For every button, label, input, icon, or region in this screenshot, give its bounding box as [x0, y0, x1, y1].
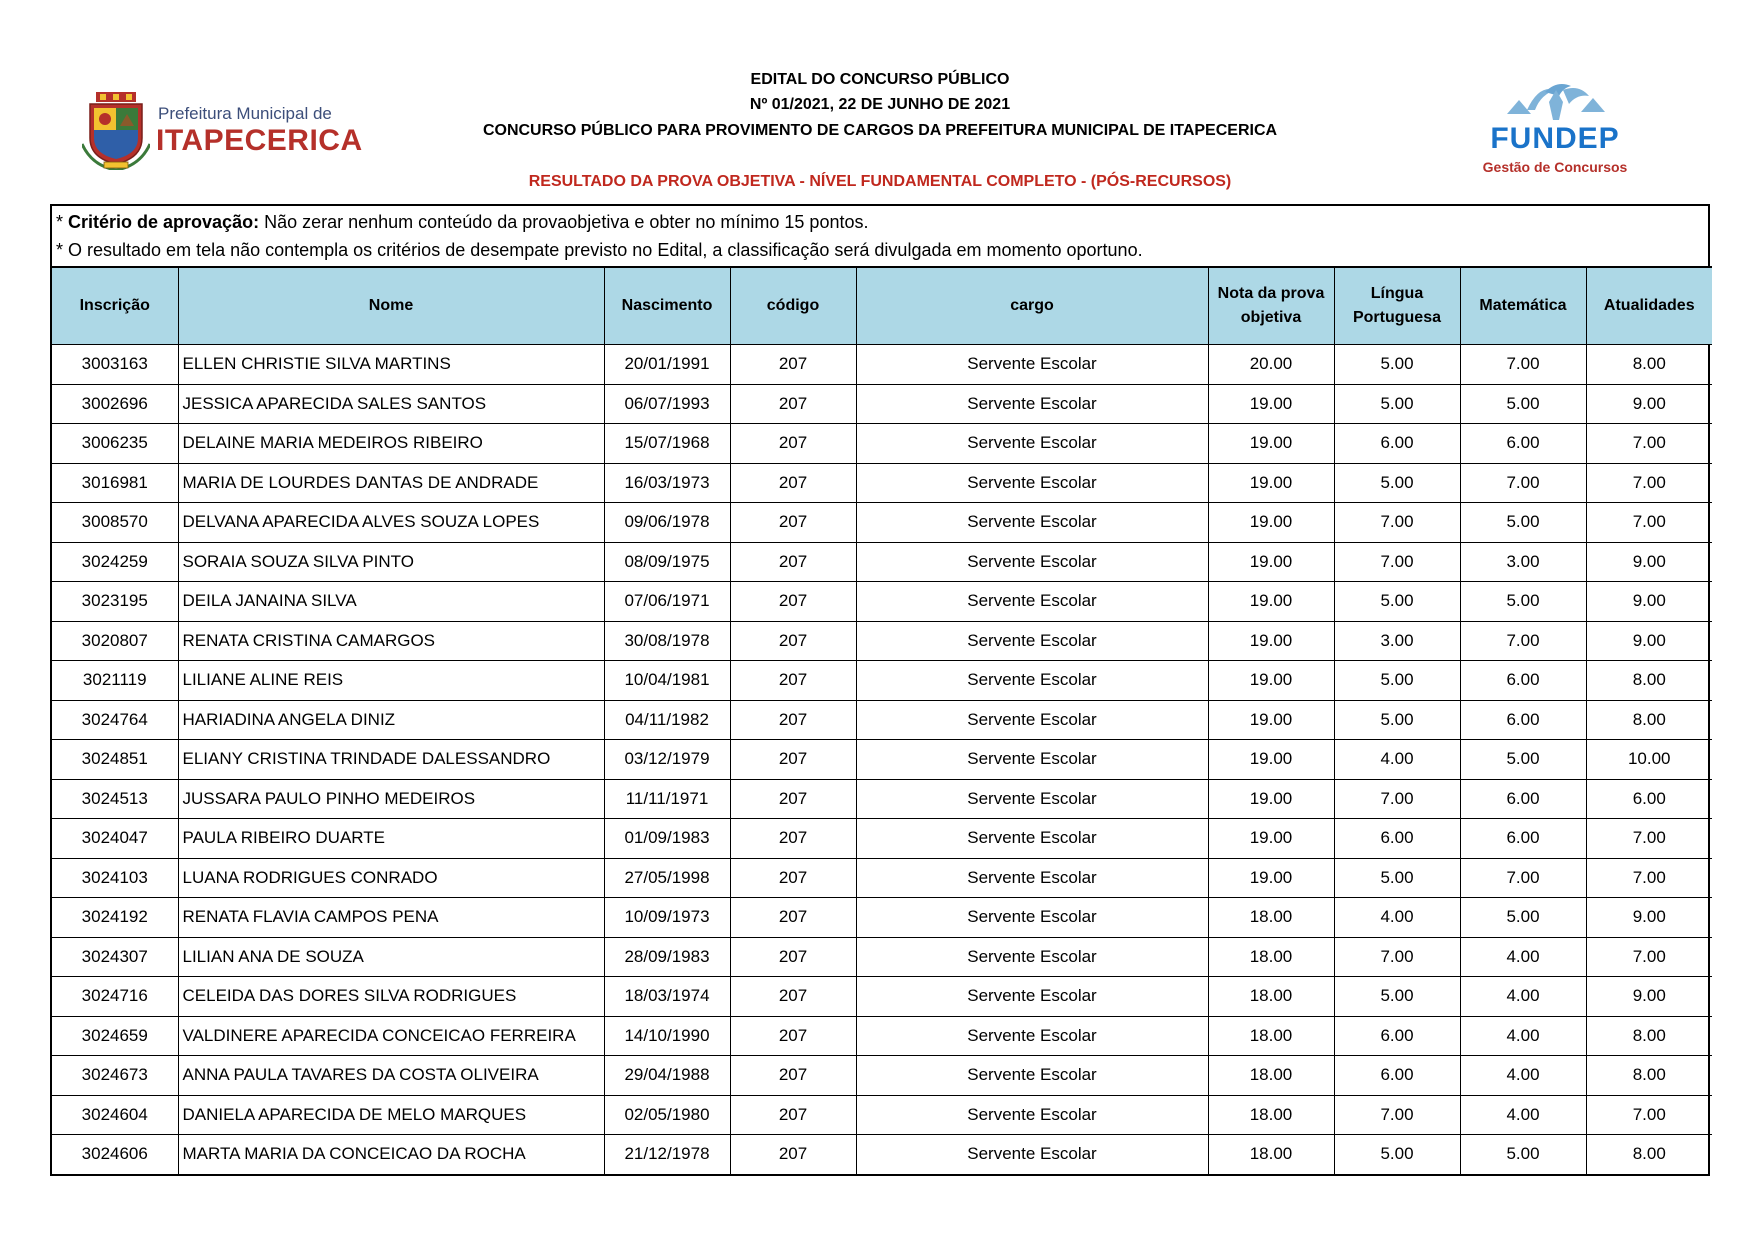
cell-lingua-portuguesa: 6.00 [1334, 1056, 1460, 1096]
column-header-nascimento: Nascimento [604, 267, 730, 345]
cell-nome: ELIANY CRISTINA TRINDADE DALESSANDRO [178, 740, 604, 780]
approval-criterion-text: Não zerar nenhum conteúdo da provaobjetiva e obter no mínimo 15 pontos. [264, 212, 869, 232]
cell-nota: 19.00 [1208, 542, 1334, 582]
table-row [52, 937, 1712, 977]
table-row [52, 700, 1712, 740]
notes-block [52, 206, 1708, 266]
column-header-inscricao: Inscrição [52, 267, 178, 345]
cell-nascimento: 20/01/1991 [604, 345, 730, 385]
table-row [52, 345, 1712, 385]
cell-nascimento: 06/07/1993 [604, 384, 730, 424]
cell-codigo: 207 [730, 661, 856, 701]
cell-cargo: Servente Escolar [856, 503, 1208, 543]
cell-inscricao: 3020807 [52, 621, 178, 661]
disclaimer-note: * O resultado em tela não contempla os critérios de desempate previsto no Edital, a classificação será divulgada em momento oportuno. [56, 240, 1143, 260]
cell-nota: 19.00 [1208, 384, 1334, 424]
prefeitura-logo [82, 92, 363, 172]
cell-codigo: 207 [730, 977, 856, 1017]
cell-inscricao: 3003163 [52, 345, 178, 385]
prefeitura-subtitle: Prefeitura Municipal de [158, 104, 332, 123]
cell-nota: 19.00 [1208, 463, 1334, 503]
cell-inscricao: 3024673 [52, 1056, 178, 1096]
header-edital-title: EDITAL DO CONCURSO PÚBLICO [750, 71, 1010, 88]
cell-atualidades: 8.00 [1586, 1056, 1712, 1096]
cell-matematica: 6.00 [1460, 819, 1586, 859]
cell-lingua-portuguesa: 5.00 [1334, 345, 1460, 385]
cell-inscricao: 3024851 [52, 740, 178, 780]
cell-nascimento: 10/09/1973 [604, 898, 730, 938]
cell-nota: 19.00 [1208, 582, 1334, 622]
cell-codigo: 207 [730, 503, 856, 543]
cell-nome: LILIAN ANA DE SOUZA [178, 937, 604, 977]
cell-lingua-portuguesa: 4.00 [1334, 740, 1460, 780]
cell-matematica: 4.00 [1460, 1016, 1586, 1056]
cell-lingua-portuguesa: 5.00 [1334, 700, 1460, 740]
cell-nome: RENATA FLAVIA CAMPOS PENA [178, 898, 604, 938]
cell-atualidades: 7.00 [1586, 424, 1712, 464]
cell-atualidades: 7.00 [1586, 1095, 1712, 1135]
cell-inscricao: 3002696 [52, 384, 178, 424]
cell-matematica: 6.00 [1460, 779, 1586, 819]
cell-nome: MARTA MARIA DA CONCEICAO DA ROCHA [178, 1135, 604, 1174]
cell-nascimento: 11/11/1971 [604, 779, 730, 819]
cell-nota: 19.00 [1208, 621, 1334, 661]
cell-cargo: Servente Escolar [856, 621, 1208, 661]
table-row [52, 424, 1712, 464]
cell-matematica: 3.00 [1460, 542, 1586, 582]
cell-codigo: 207 [730, 937, 856, 977]
cell-atualidades: 8.00 [1586, 1016, 1712, 1056]
cell-nome: CELEIDA DAS DORES SILVA RODRIGUES [178, 977, 604, 1017]
cell-atualidades: 7.00 [1586, 503, 1712, 543]
cell-lingua-portuguesa: 5.00 [1334, 977, 1460, 1017]
cell-matematica: 5.00 [1460, 898, 1586, 938]
cell-cargo: Servente Escolar [856, 582, 1208, 622]
table-row [52, 819, 1712, 859]
cell-nascimento: 10/04/1981 [604, 661, 730, 701]
cell-nascimento: 03/12/1979 [604, 740, 730, 780]
cell-matematica: 7.00 [1460, 463, 1586, 503]
cell-matematica: 7.00 [1460, 858, 1586, 898]
cell-nota: 18.00 [1208, 898, 1334, 938]
cell-cargo: Servente Escolar [856, 977, 1208, 1017]
cell-codigo: 207 [730, 898, 856, 938]
fundep-logo [1475, 80, 1635, 180]
cell-cargo: Servente Escolar [856, 740, 1208, 780]
table-row [52, 1016, 1712, 1056]
cell-nome: ELLEN CHRISTIE SILVA MARTINS [178, 345, 604, 385]
cell-nota: 19.00 [1208, 740, 1334, 780]
cell-nascimento: 14/10/1990 [604, 1016, 730, 1056]
table-row [52, 384, 1712, 424]
cell-cargo: Servente Escolar [856, 661, 1208, 701]
table-row [52, 779, 1712, 819]
cell-nota: 18.00 [1208, 977, 1334, 1017]
cell-nota: 20.00 [1208, 345, 1334, 385]
cell-nome: DANIELA APARECIDA DE MELO MARQUES [178, 1095, 604, 1135]
table-row [52, 661, 1712, 701]
cell-inscricao: 3024307 [52, 937, 178, 977]
cell-nascimento: 07/06/1971 [604, 582, 730, 622]
cell-nota: 19.00 [1208, 424, 1334, 464]
cell-lingua-portuguesa: 4.00 [1334, 898, 1460, 938]
cell-atualidades: 6.00 [1586, 779, 1712, 819]
cell-cargo: Servente Escolar [856, 898, 1208, 938]
cell-lingua-portuguesa: 7.00 [1334, 542, 1460, 582]
cell-inscricao: 3024659 [52, 1016, 178, 1056]
cell-lingua-portuguesa: 6.00 [1334, 819, 1460, 859]
cell-lingua-portuguesa: 5.00 [1334, 384, 1460, 424]
cell-atualidades: 9.00 [1586, 621, 1712, 661]
cell-cargo: Servente Escolar [856, 819, 1208, 859]
cell-nascimento: 16/03/1973 [604, 463, 730, 503]
cell-lingua-portuguesa: 5.00 [1334, 582, 1460, 622]
cell-nota: 19.00 [1208, 661, 1334, 701]
table-row [52, 542, 1712, 582]
cell-atualidades: 10.00 [1586, 740, 1712, 780]
table-row [52, 463, 1712, 503]
cell-nascimento: 29/04/1988 [604, 1056, 730, 1096]
prefeitura-name: ITAPECERICA [156, 124, 363, 157]
cell-nome: SORAIA SOUZA SILVA PINTO [178, 542, 604, 582]
cell-nascimento: 27/05/1998 [604, 858, 730, 898]
cell-cargo: Servente Escolar [856, 345, 1208, 385]
cell-cargo: Servente Escolar [856, 1095, 1208, 1135]
cell-nota: 18.00 [1208, 1016, 1334, 1056]
cell-atualidades: 7.00 [1586, 463, 1712, 503]
column-header-cargo: cargo [856, 267, 1208, 345]
cell-nota: 19.00 [1208, 779, 1334, 819]
cell-inscricao: 3006235 [52, 424, 178, 464]
cell-lingua-portuguesa: 7.00 [1334, 937, 1460, 977]
cell-nome: ANNA PAULA TAVARES DA COSTA OLIVEIRA [178, 1056, 604, 1096]
cell-atualidades: 7.00 [1586, 937, 1712, 977]
results-table [52, 266, 1712, 1174]
cell-codigo: 207 [730, 1056, 856, 1096]
table-body [52, 345, 1712, 1174]
cell-inscricao: 3008570 [52, 503, 178, 543]
cell-codigo: 207 [730, 819, 856, 859]
cell-cargo: Servente Escolar [856, 1056, 1208, 1096]
cell-inscricao: 3024716 [52, 977, 178, 1017]
cell-inscricao: 3016981 [52, 463, 178, 503]
column-header-nota: Nota da prova objetiva [1208, 267, 1334, 345]
cell-inscricao: 3024764 [52, 700, 178, 740]
column-header-nome: Nome [178, 267, 604, 345]
cell-inscricao: 3024259 [52, 542, 178, 582]
cell-codigo: 207 [730, 1135, 856, 1174]
cell-cargo: Servente Escolar [856, 542, 1208, 582]
cell-nome: JESSICA APARECIDA SALES SANTOS [178, 384, 604, 424]
cell-cargo: Servente Escolar [856, 424, 1208, 464]
table-row [52, 1056, 1712, 1096]
cell-nascimento: 02/05/1980 [604, 1095, 730, 1135]
cell-atualidades: 8.00 [1586, 700, 1712, 740]
fundep-emblem-icon [1501, 80, 1611, 122]
cell-lingua-portuguesa: 6.00 [1334, 1016, 1460, 1056]
cell-lingua-portuguesa: 7.00 [1334, 779, 1460, 819]
table-header-row [52, 267, 1712, 345]
cell-nascimento: 04/11/1982 [604, 700, 730, 740]
cell-nome: DELAINE MARIA MEDEIROS RIBEIRO [178, 424, 604, 464]
cell-inscricao: 3024103 [52, 858, 178, 898]
table-row [52, 740, 1712, 780]
cell-matematica: 7.00 [1460, 345, 1586, 385]
cell-nota: 18.00 [1208, 1056, 1334, 1096]
cell-nome: DELVANA APARECIDA ALVES SOUZA LOPES [178, 503, 604, 543]
table-row [52, 582, 1712, 622]
result-subtitle: RESULTADO DA PROVA OBJETIVA - NÍVEL FUNDAMENTAL COMPLETO - (PÓS-RECURSOS) [528, 173, 1232, 190]
cell-codigo: 207 [730, 424, 856, 464]
cell-codigo: 207 [730, 463, 856, 503]
cell-cargo: Servente Escolar [856, 858, 1208, 898]
cell-matematica: 5.00 [1460, 582, 1586, 622]
cell-atualidades: 8.00 [1586, 661, 1712, 701]
cell-nome: DEILA JANAINA SILVA [178, 582, 604, 622]
cell-matematica: 5.00 [1460, 740, 1586, 780]
cell-inscricao: 3024192 [52, 898, 178, 938]
table-row [52, 1135, 1712, 1174]
cell-nascimento: 21/12/1978 [604, 1135, 730, 1174]
cell-matematica: 5.00 [1460, 384, 1586, 424]
cell-nome: LILIANE ALINE REIS [178, 661, 604, 701]
cell-codigo: 207 [730, 740, 856, 780]
cell-nome: PAULA RIBEIRO DUARTE [178, 819, 604, 859]
cell-atualidades: 9.00 [1586, 977, 1712, 1017]
cell-nota: 19.00 [1208, 700, 1334, 740]
cell-matematica: 6.00 [1460, 700, 1586, 740]
cell-codigo: 207 [730, 1016, 856, 1056]
fundep-wordmark: FUNDEP [1490, 122, 1620, 155]
cell-inscricao: 3024047 [52, 819, 178, 859]
cell-codigo: 207 [730, 384, 856, 424]
cell-nome: LUANA RODRIGUES CONRADO [178, 858, 604, 898]
cell-cargo: Servente Escolar [856, 937, 1208, 977]
cell-atualidades: 8.00 [1586, 1135, 1712, 1174]
table-row [52, 858, 1712, 898]
cell-cargo: Servente Escolar [856, 463, 1208, 503]
cell-codigo: 207 [730, 858, 856, 898]
cell-cargo: Servente Escolar [856, 779, 1208, 819]
cell-nome: MARIA DE LOURDES DANTAS DE ANDRADE [178, 463, 604, 503]
cell-codigo: 207 [730, 700, 856, 740]
header-concurso-description: CONCURSO PÚBLICO PARA PROVIMENTO DE CARGOS DA PREFEITURA MUNICIPAL DE ITAPECERICA [482, 122, 1278, 139]
cell-atualidades: 9.00 [1586, 582, 1712, 622]
cell-nascimento: 01/09/1983 [604, 819, 730, 859]
cell-lingua-portuguesa: 7.00 [1334, 503, 1460, 543]
cell-matematica: 4.00 [1460, 1095, 1586, 1135]
cell-cargo: Servente Escolar [856, 700, 1208, 740]
column-header-matematica: Matemática [1460, 267, 1586, 345]
cell-cargo: Servente Escolar [856, 1135, 1208, 1174]
cell-codigo: 207 [730, 621, 856, 661]
cell-codigo: 207 [730, 779, 856, 819]
cell-atualidades: 7.00 [1586, 819, 1712, 859]
table-row [52, 621, 1712, 661]
table-row [52, 898, 1712, 938]
approval-criterion-label: Critério de aprovação: [68, 212, 260, 232]
fundep-tagline: Gestão de Concursos [1482, 159, 1628, 175]
table-row [52, 1095, 1712, 1135]
cell-cargo: Servente Escolar [856, 1016, 1208, 1056]
column-header-codigo: código [730, 267, 856, 345]
cell-nascimento: 18/03/1974 [604, 977, 730, 1017]
cell-matematica: 5.00 [1460, 503, 1586, 543]
cell-nome: RENATA CRISTINA CAMARGOS [178, 621, 604, 661]
cell-nome: HARIADINA ANGELA DINIZ [178, 700, 604, 740]
cell-atualidades: 9.00 [1586, 384, 1712, 424]
cell-nota: 18.00 [1208, 937, 1334, 977]
cell-codigo: 207 [730, 345, 856, 385]
cell-nota: 19.00 [1208, 858, 1334, 898]
cell-lingua-portuguesa: 7.00 [1334, 1095, 1460, 1135]
cell-inscricao: 3023195 [52, 582, 178, 622]
cell-nascimento: 15/07/1968 [604, 424, 730, 464]
cell-lingua-portuguesa: 5.00 [1334, 858, 1460, 898]
cell-matematica: 6.00 [1460, 661, 1586, 701]
cell-matematica: 4.00 [1460, 937, 1586, 977]
cell-lingua-portuguesa: 3.00 [1334, 621, 1460, 661]
cell-codigo: 207 [730, 1095, 856, 1135]
cell-matematica: 4.00 [1460, 977, 1586, 1017]
cell-atualidades: 7.00 [1586, 858, 1712, 898]
cell-atualidades: 8.00 [1586, 345, 1712, 385]
results-panel [50, 204, 1710, 1176]
column-header-lingua-portuguesa: Língua Portuguesa [1334, 267, 1460, 345]
table-row [52, 503, 1712, 543]
cell-lingua-portuguesa: 5.00 [1334, 463, 1460, 503]
cell-nascimento: 08/09/1975 [604, 542, 730, 582]
cell-nota: 19.00 [1208, 503, 1334, 543]
cell-inscricao: 3021119 [52, 661, 178, 701]
cell-atualidades: 9.00 [1586, 542, 1712, 582]
cell-nota: 18.00 [1208, 1095, 1334, 1135]
city-crest-icon [82, 92, 150, 170]
cell-atualidades: 9.00 [1586, 898, 1712, 938]
approval-criterion: * Critério de aprovação: Não zerar nenhum conteúdo da provaobjetiva e obter no mínimo 15 pontos. [56, 212, 869, 232]
cell-nascimento: 30/08/1978 [604, 621, 730, 661]
cell-codigo: 207 [730, 582, 856, 622]
cell-inscricao: 3024513 [52, 779, 178, 819]
cell-nome: JUSSARA PAULO PINHO MEDEIROS [178, 779, 604, 819]
cell-nota: 18.00 [1208, 1135, 1334, 1174]
header-edital-number: Nº 01/2021, 22 DE JUNHO DE 2021 [749, 96, 1011, 113]
cell-cargo: Servente Escolar [856, 384, 1208, 424]
cell-inscricao: 3024604 [52, 1095, 178, 1135]
cell-matematica: 6.00 [1460, 424, 1586, 464]
cell-matematica: 5.00 [1460, 1135, 1586, 1174]
cell-nome: VALDINERE APARECIDA CONCEICAO FERREIRA [178, 1016, 604, 1056]
column-header-atualidades: Atualidades [1586, 267, 1712, 345]
cell-lingua-portuguesa: 5.00 [1334, 661, 1460, 701]
cell-nascimento: 09/06/1978 [604, 503, 730, 543]
cell-lingua-portuguesa: 6.00 [1334, 424, 1460, 464]
cell-lingua-portuguesa: 5.00 [1334, 1135, 1460, 1174]
table-row [52, 977, 1712, 1017]
cell-inscricao: 3024606 [52, 1135, 178, 1174]
cell-nota: 19.00 [1208, 819, 1334, 859]
cell-codigo: 207 [730, 542, 856, 582]
cell-matematica: 4.00 [1460, 1056, 1586, 1096]
cell-matematica: 7.00 [1460, 621, 1586, 661]
cell-nascimento: 28/09/1983 [604, 937, 730, 977]
